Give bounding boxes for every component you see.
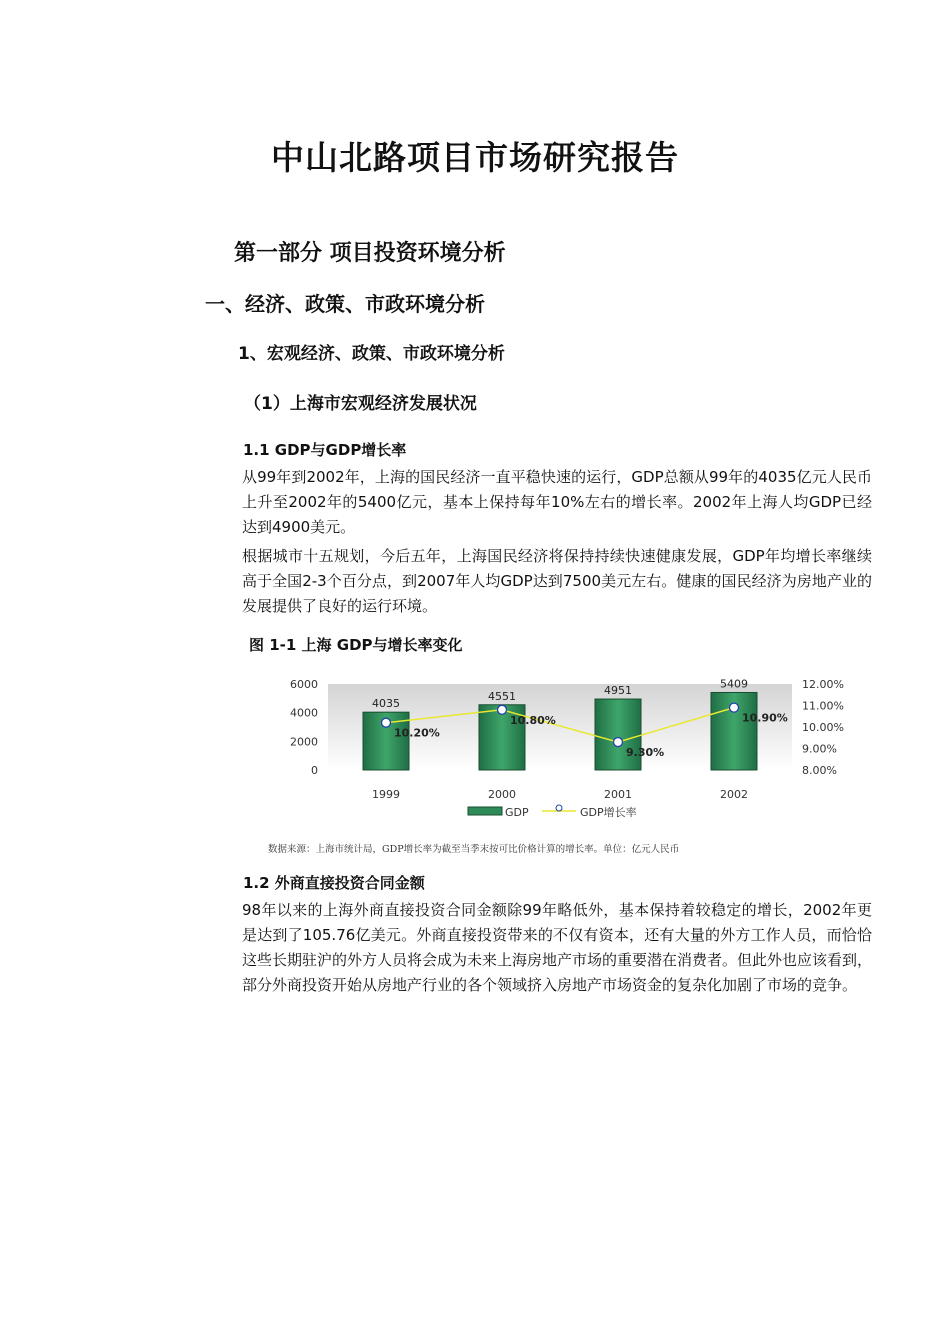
growth-rate-point [730,703,739,712]
source-note: 数据来源：上海市统计局，GDP增长率为截至当季末按可比价格计算的增长率。单位：亿元人民币 [268,844,680,855]
subsubsection-heading: （1）上海市宏观经济发展状况 [244,394,477,414]
y-left-tick-label: 0 [311,764,318,777]
y-right-tick-label: 8.00% [802,764,837,777]
growth-rate-label: 10.20% [394,726,440,740]
growth-rate-label: 9.30% [626,746,665,760]
chart-legend [468,805,637,819]
fdi-heading: 1.2 外商直接投资合同金额 [243,874,425,892]
x-tick-label: 1999 [372,788,400,801]
growth-rate-point [614,738,623,747]
y-right-tick-label: 11.00% [802,699,844,713]
document-title: 中山北路项目市场研究报告 [271,138,679,177]
legend-rate-marker [556,805,562,811]
plan-paragraph: 根据城市十五规划，今后五年，上海国民经济将保持持续快速健康发展，GDP年均增长率继续高于全国2-3个百分点，到2007年人均GDP达到7500美元左右。健康的国民经济为房地产业的发展提供了良好的运行环境。 [242,547,872,615]
growth-rate-point [382,718,391,727]
x-tick-label: 2002 [720,788,748,801]
gdp-value-label: 4551 [488,689,516,703]
gdp-value-label: 4035 [372,697,400,711]
y-left-tick-label: 6000 [290,678,318,691]
section-heading: 一、经济、政策、市政环境分析 [205,292,485,316]
growth-rate-point [498,705,507,714]
gdp-value-label: 5409 [720,677,748,691]
y-left-tick-label: 4000 [290,706,318,720]
legend-gdp-label: GDP [505,806,529,819]
gdp-bar [595,699,641,770]
y-right-tick-label: 10.00% [802,721,844,734]
fdi-paragraph: 98年以来的上海外商直接投资合同金额除99年略低外，基本保持着较稳定的增长，2002年更是达到了105.76亿美元。外商直接投资带来的不仅有资本，还有大量的外方工作人员，而恰恰这些长期驻沪的外方人员将会成为未来上海房地产市场的重要潜在消费者。但此外也应该看到，部分外商投资开始从房地产行业的各个领域挤入房地产市场资金的复杂化加剧了市场的竞争。 [242,901,873,994]
legend-gdp-swatch [468,807,502,815]
y-right-tick-label: 12.00% [802,678,844,691]
growth-rate-label: 10.80% [510,713,556,727]
y-right-tick-label: 9.00% [802,742,837,756]
x-tick-label: 2000 [488,788,516,801]
gdp-paragraph: 从99年到2002年，上海的国民经济一直平稳快速的运行，GDP总额从99年的4035亿元人民币上升至2002年的5400亿元，基本上保持每年10%左右的增长率。2002年上海人均GDP已经达到4900美元。 [242,468,872,536]
growth-rate-label: 10.90% [742,711,788,725]
gdp-heading: 1.1 GDP与GDP增长率 [243,441,407,459]
x-tick-label: 2001 [604,788,632,801]
legend-rate-label: GDP增长率 [580,806,637,819]
figure-caption: 图 1-1 上海 GDP与增长率变化 [249,636,463,654]
subsection-heading: 1、宏观经济、政策、市政环境分析 [238,344,505,364]
part-heading: 第一部分 项目投资环境分析 [234,241,506,266]
y-left-tick-label: 2000 [290,735,318,749]
gdp-value-label: 4951 [604,684,632,698]
gdp-chart [280,672,860,832]
